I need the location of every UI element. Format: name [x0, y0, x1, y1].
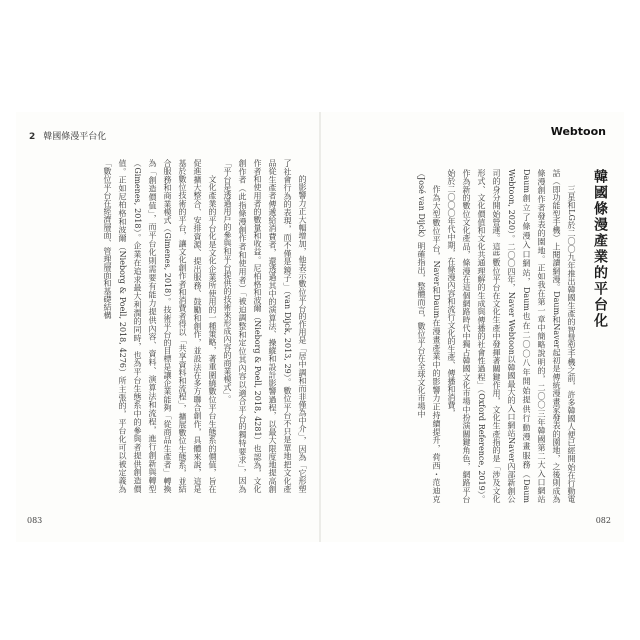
left-body-text — [28, 159, 310, 493]
chapter-title: 韓國條漫平台化 — [43, 132, 107, 142]
page-number-right: 082 — [595, 516, 611, 525]
right-page — [321, 112, 624, 542]
chapter-number: 2 — [29, 132, 36, 142]
left-paragraph-2: 文化產業的平台化是文化企業所使用的一種策略，著重圍繞數位平台生態系的價值，旨在促進擴大整合、安排資源、提出服務、鼓勵和創作，並設法在多方聯合創作，具體來說，這是基於數位技術的平台，讓文化創作者和消費者得以「共享資料和流程」，擴展數位生態系，並結合服務和商業模式（Gimenes, 2018）。技術平台的目標是讓企業能夠「從商品生產者」轉換為「創造價值」，而平台化則需要有能力提供內容、資料、演算法和流程，進行創新與轉型（Gimenes, 2018）。企業在追求最大利潤的同時，也為平台生態系中的參與者提供創造價值。正如尼柏格和波爾（Nieborg & Poell, 2018, 4276）所主張的，平台化可以被定義為「數位平台在經濟層面、管理層面和基礎結構 — [103, 159, 217, 493]
page-number-left: 083 — [27, 516, 43, 525]
right-body-text — [331, 169, 579, 503]
left-page — [16, 112, 319, 542]
right-paragraph-1: 三星和LG於二〇〇九年推出韓國生產的智慧型手機之前，許多韓國人便已經開始在行動電話（即功能型手機）上閱讀網漫。Daum和Naver起初是傳統漫畫家發表的園地，之後則成為條漫創作者發表的園地。正如我在第一章中簡略說明的，二〇〇三年韓國第二大入口網站Daum創立了條漫入口網站，Daum也在二〇〇八年開始提供行動漫畫服務（Daum Webtoon, 2020）。二〇〇四年，Naver Webtoon以韓國最大的入口網站Naver內部新創公司的身分開始營運。這些數位平台在文化生產中發揮著關鍵作用，文化生產指的是「涉及文化形式、文化價值和文化共通理解的生成與傳播的社會性過程」（Oxford Reference, 2019）。作為新的數位文化產品，條漫在這個網路時代中獨占韓國文化市場中扮演關鍵角色，網路平台始於二〇〇〇年代中期，在條漫內容和流行文化的生產、傳播和消費， — [447, 169, 576, 503]
running-head-right: Webtoon — [550, 125, 606, 138]
left-paragraph-1: 的影響力正大幅增加，他表示數位平台的作用是「居中調和而非僅為中介」，因為「它形塑了社會行為的表現，而不僅是鏡子」（van Dijck, 2013, 29）。數位平台不只是單地把文化產品從生產者傳遞給消費者，還透過其中的演算法、操縱和設計影響過程，以最大限度地提高創作者和使用者的數量和收益。尼柏格和波爾（Nieborg & Poell, 2018, 4281）也認為，文化創作者（此指條漫創作者和使用者）「被迫調整和定位其內容以適合平台的獨特要求」，因為「平台是透過用戶的參與和平台提供的技術來形成內容的商業模式」。 — [223, 159, 307, 493]
running-head-left — [29, 129, 106, 142]
section-heading: 韓國條漫產業的平台化 — [592, 169, 608, 329]
right-paragraph-2: 作為大型數位平台，Naver和Daum在漫畫產業中的影響力正持續提升，荷西・范迪克（José van Dijck）明確指出，整體而言，數位平台在全球文化市場中 — [417, 169, 441, 503]
